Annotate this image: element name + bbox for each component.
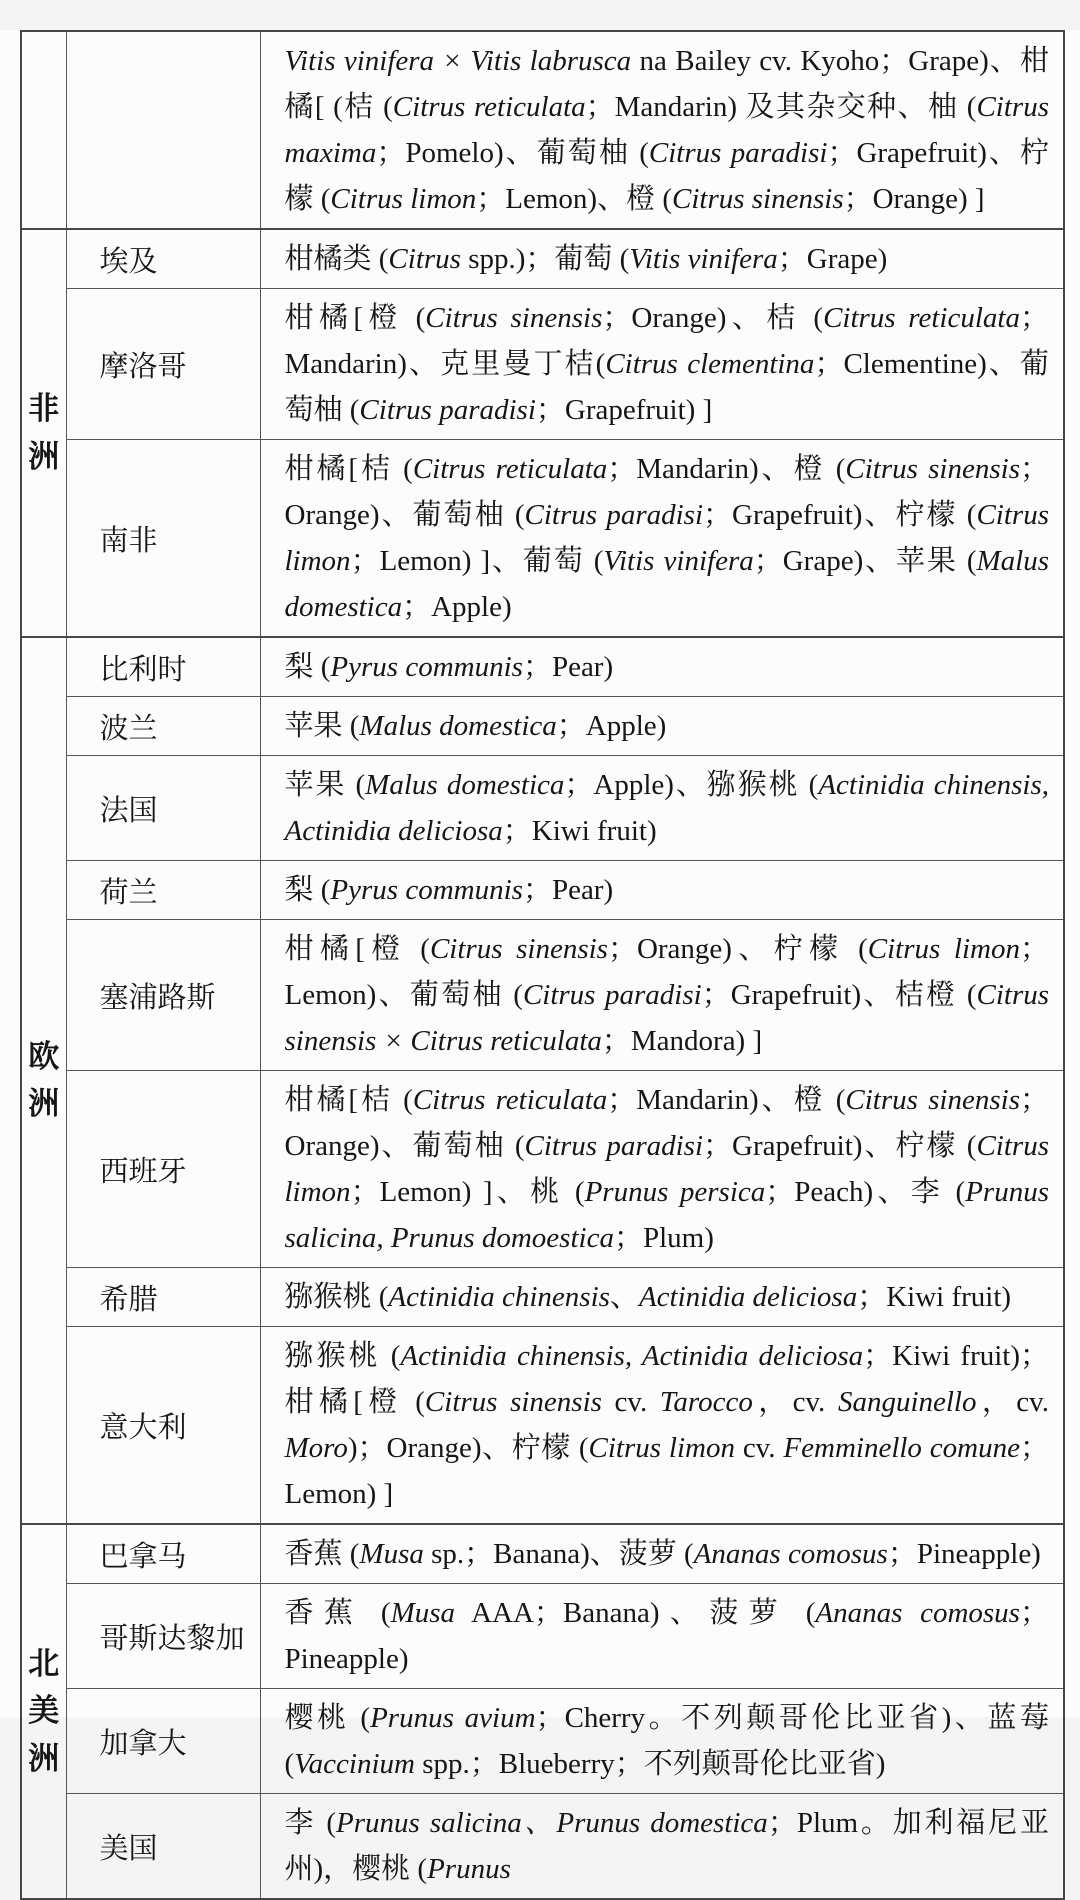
country-cell: 法国 (66, 756, 260, 861)
fruit-text: ；Lemon)、橙 ( (476, 183, 672, 215)
fruits-cell (260, 1268, 1064, 1327)
latin-name-text: Sanguinello (837, 1386, 977, 1418)
table-row (21, 756, 1064, 861)
fruits-cell (260, 697, 1064, 756)
fruit-text: cv. (601, 1386, 660, 1418)
latin-name-text: Citrus paradisi (524, 1130, 704, 1162)
fruits-cell (260, 289, 1064, 440)
region-label: 非 洲 (28, 391, 60, 474)
region-cell (21, 31, 66, 229)
fruit-text: )；Orange)、柠檬 ( (347, 1432, 589, 1464)
fruit-text: ；Pear) (522, 651, 614, 683)
fruit-text: ；Lemon) ]、葡萄 ( (350, 545, 604, 577)
table-row (21, 1327, 1064, 1525)
fruits-cell (260, 1071, 1064, 1268)
fruit-text: ；Lemon) ] (284, 1432, 1049, 1510)
region-label: 北 美 洲 (28, 1646, 60, 1776)
country-cell: 南非 (66, 440, 260, 638)
latin-name-text: Citrus paradisi (524, 499, 704, 531)
fruit-text: ；Grape)、苹果 ( (753, 545, 977, 577)
latin-name-text: Actinidia deliciosa (638, 1281, 858, 1313)
latin-name-text: Ananas comosus (693, 1538, 888, 1570)
table-row (21, 229, 1064, 289)
fruit-text: 梨 ( (284, 874, 331, 906)
country-cell: 美国 (66, 1794, 260, 1900)
latin-name-text: Citrus sinensis (429, 933, 608, 965)
latin-name-text: Actinidia chinensis, Actinidia deliciosa (284, 769, 1049, 847)
fruit-text: ；Mandarin) 及其杂交种、柚 ( (585, 91, 977, 123)
latin-name-text: Vitis vinifera (603, 545, 754, 577)
latin-name-text: Citrus sinensis (424, 1386, 602, 1418)
table-body (21, 31, 1064, 1899)
latin-name-text: Pyrus communis (330, 651, 523, 683)
latin-name-text: Ananas comosus (815, 1597, 1020, 1629)
latin-name-text: Citrus sinensis (671, 183, 844, 215)
table-row (21, 1071, 1064, 1268)
fruit-text: ；Grape) (777, 243, 888, 275)
latin-name-text: Citrus maxima (284, 91, 1049, 169)
table-row (21, 697, 1064, 756)
fruits-cell (260, 229, 1064, 289)
region-cell (21, 637, 66, 1524)
latin-name-text: Prunus persica (584, 1176, 766, 1208)
fruits-cell (260, 1689, 1064, 1794)
fruit-text: ；Clementine)、葡萄柚 ( (284, 348, 1049, 426)
fruit-text: 猕猴桃 ( (284, 1281, 389, 1313)
country-cell: 荷兰 (66, 861, 260, 920)
fruits-cell (260, 1794, 1064, 1900)
fruit-text: 樱桃 ( (284, 1702, 371, 1734)
latin-name-text: Vaccinium (294, 1748, 415, 1780)
fruit-text: ；Lemon)、葡萄柚 ( (284, 933, 1049, 1011)
latin-name-text: Actinidia chinensis, Actinidia deliciosa (400, 1340, 864, 1372)
fruit-text: 香蕉 ( (284, 1597, 391, 1629)
fruit-text: cv. (734, 1432, 784, 1464)
fruit-text: ；Kiwi fruit) (502, 815, 657, 847)
fruit-text: ；Mandarin)、橙 ( (607, 453, 846, 485)
latin-name-text: Citrus sinensis (845, 453, 1020, 485)
fruit-text: ；Grapefruit)、柠檬 ( (703, 1130, 977, 1162)
latin-name-text: Citrus reticulata (412, 1084, 608, 1116)
latin-name-text: Musa (390, 1597, 456, 1629)
fruit-text: ；Orange)、柠檬 ( (607, 933, 868, 965)
table-row (21, 861, 1064, 920)
fruit-text: ；Mandora) ] (601, 1025, 763, 1057)
country-cell: 意大利 (66, 1327, 260, 1525)
fruit-text: ；Plum。加利福尼亚州)，樱桃 ( (284, 1807, 1049, 1885)
table-row (21, 920, 1064, 1071)
latin-name-text: Citrus reticulata (392, 91, 586, 123)
table-row (21, 1794, 1064, 1900)
fruit-text: na Bailey cv. Kyoho；Grape)、柑橘[ (桔 ( (284, 45, 1049, 123)
country-cell: 比利时 (66, 637, 260, 697)
fruit-text: ，cv. (976, 1386, 1049, 1418)
fruits-cell (260, 1327, 1064, 1525)
fruit-text: 柑橘[橙 ( (284, 933, 430, 965)
fruit-text: ；Pineapple) (284, 1597, 1049, 1675)
table-row (21, 31, 1064, 229)
fruit-text: ；Pomelo)、葡萄柚 ( (376, 137, 649, 169)
table-row (21, 289, 1064, 440)
latin-name-text: Malus domestica (365, 769, 565, 801)
fruit-text: spp.；Blueberry；不列颠哥伦比亚省) (414, 1748, 886, 1780)
fruit-text: ；Orange) ] (843, 183, 985, 215)
latin-name-text: Citrus sinensis (845, 1084, 1020, 1116)
fruit-text: 苹果 ( (284, 769, 366, 801)
latin-name-text: Pyrus communis (330, 874, 523, 906)
fruits-cell (260, 756, 1064, 861)
fruit-text: ；Mandarin)、克里曼丁桔( (284, 302, 1049, 380)
country-cell: 摩洛哥 (66, 289, 260, 440)
fruit-text: 梨 ( (284, 651, 331, 683)
fruit-text: ；Pear) (522, 874, 614, 906)
latin-name-text: Citrus clementina (605, 348, 815, 380)
fruits-cell (260, 31, 1064, 229)
fruit-text: ；Grapefruit)、柠檬 ( (284, 137, 1049, 215)
fruit-text: spp.)；葡萄 ( (460, 243, 630, 275)
table-row (21, 440, 1064, 638)
fruit-text: 猕猴桃 ( (284, 1340, 401, 1372)
latin-name-text: Citrus limon (330, 183, 477, 215)
latin-name-text: Citrus reticulata (412, 453, 608, 485)
latin-name-text: Citrus limon (867, 933, 1020, 965)
table-row (21, 1689, 1064, 1794)
latin-name-text: Prunus avium (370, 1702, 536, 1734)
latin-name-text: Malus domestica (284, 545, 1049, 623)
fruit-text: 李 ( (284, 1807, 337, 1839)
region-cell (21, 1524, 66, 1899)
latin-name-text: Moro (284, 1432, 348, 1464)
fruits-cell (260, 637, 1064, 697)
latin-name-text: Actinidia chinensis (388, 1281, 610, 1313)
fruits-cell (260, 1584, 1064, 1689)
latin-name-text: Citrus paradisi (522, 979, 702, 1011)
fruit-text: 柑橘[橙 ( (284, 302, 426, 334)
latin-name-text: Citrus limon (284, 499, 1049, 577)
latin-name-text: Citrus sinensis × Citrus reticulata (284, 979, 1050, 1057)
country-cell: 塞浦路斯 (66, 920, 260, 1071)
fruit-text: ；Lemon) ]、桃 ( (350, 1176, 585, 1208)
fruit-text: ；Mandarin)、橙 ( (607, 1084, 846, 1116)
latin-name-text: Citrus limon (284, 1130, 1049, 1208)
latin-name-text: Citrus limon (588, 1432, 735, 1464)
fruits-cell (260, 861, 1064, 920)
latin-name-text: Musa (359, 1538, 424, 1570)
fruit-text: 柑橘类 ( (284, 243, 389, 275)
document-page (0, 30, 1080, 1885)
table-row (21, 1268, 1064, 1327)
country-cell: 埃及 (66, 229, 260, 289)
latin-name-text: Tarocco (659, 1386, 753, 1418)
fruit-text: 柑橘[桔 ( (284, 1084, 413, 1116)
region-label: 欧 洲 (28, 1038, 60, 1121)
fruit-text: ；Pineapple) (887, 1538, 1041, 1570)
latin-name-text: Malus domestica (359, 710, 557, 742)
latin-name-text: Vitis vinifera × Vitis labrusca (284, 45, 632, 77)
fruit-text: ；Grapefruit)、柠檬 ( (703, 499, 977, 531)
latin-name-text: Citrus reticulata (823, 302, 1020, 334)
fruit-text: 柑橘[桔 ( (284, 453, 413, 485)
fruits-cell (260, 440, 1064, 638)
country-cell (66, 31, 260, 229)
fruit-text: ，cv. (752, 1386, 838, 1418)
table-row (21, 1584, 1064, 1689)
country-cell: 希腊 (66, 1268, 260, 1327)
latin-name-text: Prunus salicina, Prunus domoestica (284, 1176, 1049, 1254)
latin-name-text: Citrus paradisi (648, 137, 828, 169)
latin-name-text: Prunus salicina、Prunus domestica (336, 1807, 768, 1839)
country-cell: 哥斯达黎加 (66, 1584, 260, 1689)
fruit-text: ；Apple) (556, 710, 667, 742)
table-row (21, 1524, 1064, 1584)
country-cell: 波兰 (66, 697, 260, 756)
fruit-table (20, 30, 1065, 1900)
latin-name-text: Vitis vinifera (629, 243, 778, 275)
fruit-text: 香蕉 ( (284, 1538, 360, 1570)
fruit-text: sp.；Banana)、菠萝 ( (423, 1538, 694, 1570)
fruit-text: ；Grapefruit)、桔橙 ( (701, 979, 977, 1011)
latin-name-text: Citrus (388, 243, 461, 275)
fruit-text: ；Orange)、桔 ( (602, 302, 824, 334)
fruit-text: ；Plum) (613, 1222, 714, 1254)
fruit-text: ；Kiwi fruit)；柑橘[橙 ( (284, 1340, 1049, 1418)
fruit-text: ；Apple)、猕猴桃 ( (564, 769, 819, 801)
country-cell: 巴拿马 (66, 1524, 260, 1584)
fruit-text: ；Cherry。不列颠哥伦比亚省)、蓝莓 ( (284, 1702, 1049, 1780)
latin-name-text: Femminello comune (783, 1432, 1020, 1464)
country-cell: 加拿大 (66, 1689, 260, 1794)
latin-name-text: Citrus paradisi (359, 394, 536, 426)
region-cell (21, 229, 66, 637)
fruit-text: ；Apple) (402, 591, 512, 623)
fruit-text: ；Peach)、李 ( (765, 1176, 966, 1208)
fruit-text: ；Grapefruit) ] (535, 394, 713, 426)
latin-name-text: Prunus (427, 1853, 511, 1885)
fruit-text: 、 (609, 1281, 639, 1313)
fruit-text: 苹果 ( (284, 710, 360, 742)
country-cell: 西班牙 (66, 1071, 260, 1268)
fruits-cell (260, 920, 1064, 1071)
fruit-text: ；Orange)、葡萄柚 ( (284, 1084, 1049, 1162)
fruit-text: ；Kiwi fruit) (857, 1281, 1012, 1313)
fruit-text: AAA；Banana)、菠萝 ( (455, 1597, 816, 1629)
latin-name-text: Citrus sinensis (425, 302, 603, 334)
fruit-text: ；Orange)、葡萄柚 ( (284, 453, 1049, 531)
fruits-cell (260, 1524, 1064, 1584)
table-row (21, 637, 1064, 697)
